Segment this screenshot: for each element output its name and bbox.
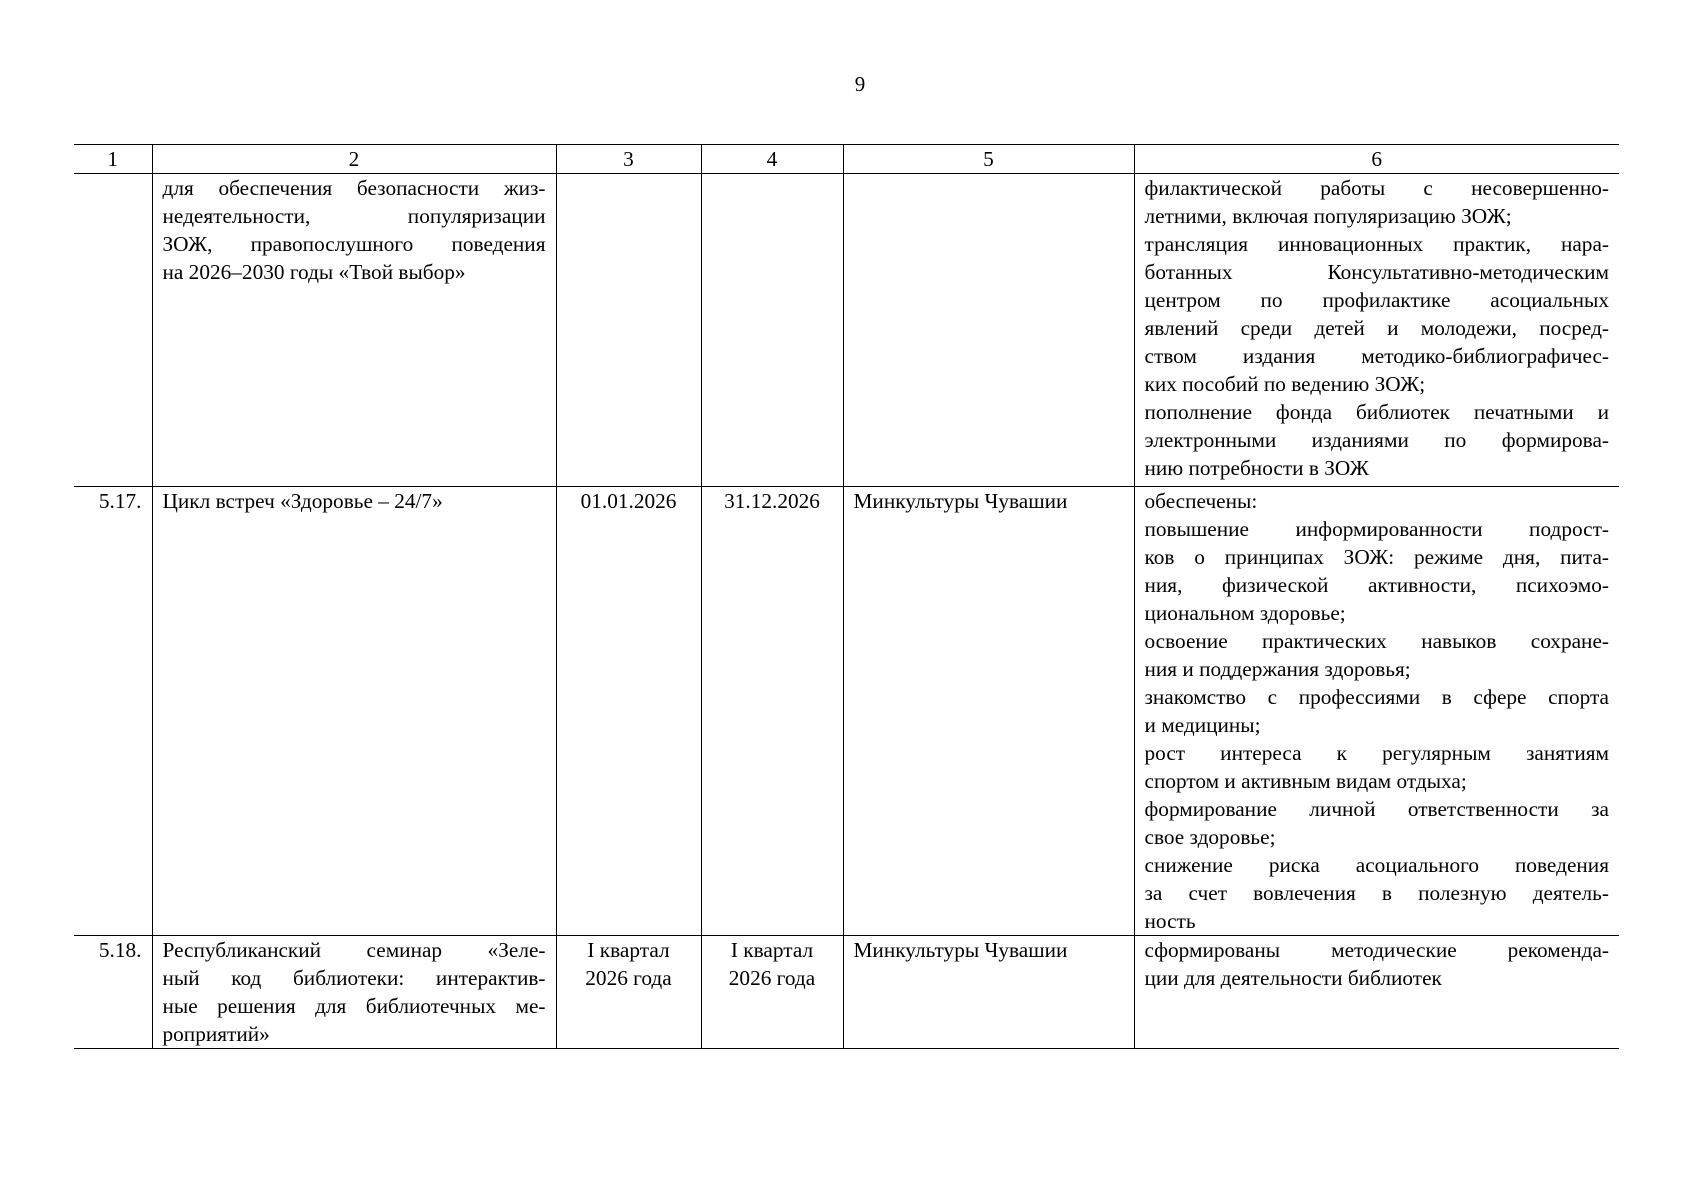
result-line: ством издания методико-библиографичес- <box>1144 344 1609 368</box>
result-line: циональном здоровье; <box>1144 601 1346 625</box>
result-line: ния, физической активности, психоэмо- <box>1144 573 1609 597</box>
result-line: формирование личной ответственности за <box>1144 797 1609 821</box>
result-line: ков о принципах ЗОЖ: режиме дня, пита- <box>1144 545 1609 569</box>
table-header-row <box>74 145 1619 174</box>
row-number: 5.17. <box>74 487 152 936</box>
result-line: пополнение фонда библиотек печатными и <box>1144 400 1609 424</box>
event-title-line: Республиканский семинар «Зеле- <box>162 938 546 962</box>
result-line: повышение информированности подрост- <box>1144 517 1609 541</box>
event-title <box>152 936 556 1049</box>
column-header-4: 4 <box>701 145 843 174</box>
result-line: освоение практических навыков сохране- <box>1144 629 1609 653</box>
start-date: 01.01.2026 <box>556 487 701 936</box>
result-line: летними, включая популяризацию ЗОЖ; <box>1144 204 1512 228</box>
result-line: электронными изданиями по формирова- <box>1144 428 1609 452</box>
column-header-1: 1 <box>74 145 152 174</box>
event-title <box>152 487 556 936</box>
end-date <box>701 936 843 1049</box>
result-line: нию потребности в ЗОЖ <box>1144 456 1369 480</box>
column-header-2: 2 <box>152 145 556 174</box>
start-date-line: I квартал <box>587 938 670 962</box>
start-date <box>556 936 701 1049</box>
result-line: ботанных Консультативно-методическим <box>1144 260 1609 284</box>
event-title-line: ЗОЖ, правопослушного поведения <box>162 232 546 256</box>
expected-result <box>1134 174 1619 487</box>
result-line: знакомство с профессиями в сфере спорта <box>1144 685 1609 709</box>
result-line: свое здоровье; <box>1144 825 1276 849</box>
event-title-line: на 2026–2030 годы «Твой выбор» <box>162 260 466 284</box>
end-date-line: 2026 года <box>728 966 816 990</box>
expected-result <box>1134 487 1619 936</box>
event-title <box>152 174 556 487</box>
column-header-3: 3 <box>556 145 701 174</box>
row-number <box>74 174 152 487</box>
end-date <box>701 174 843 487</box>
result-line: трансляция инновационных практик, нара- <box>1144 232 1609 256</box>
result-line: обеспечены: <box>1144 489 1258 513</box>
start-date <box>556 174 701 487</box>
expected-result <box>1134 936 1619 1049</box>
event-title-line: Цикл встреч «Здоровье – 24/7» <box>162 489 443 513</box>
result-line: снижение риска асоциального поведения <box>1144 853 1609 877</box>
result-line: филактической работы с несовершенно- <box>1144 176 1609 200</box>
table-row <box>74 174 1619 487</box>
executor: Минкультуры Чувашии <box>843 487 1134 936</box>
result-line: спортом и активным видам отдыха; <box>1144 769 1467 793</box>
result-line: и медицины; <box>1144 713 1261 737</box>
end-date: 31.12.2026 <box>701 487 843 936</box>
column-header-6: 6 <box>1134 145 1619 174</box>
result-line: сформированы методические рекоменда- <box>1144 938 1609 962</box>
result-line: за счет вовлечения в полезную деятель- <box>1144 881 1609 905</box>
table-row <box>74 487 1619 936</box>
event-title-line: для обеспечения безопасности жиз- <box>162 176 546 200</box>
event-title-line: ный код библиотеки: интерактив- <box>162 966 546 990</box>
end-date-line: I квартал <box>730 938 814 962</box>
result-line: ность <box>1144 909 1196 933</box>
result-line: ции для деятельности библиотек <box>1144 966 1442 990</box>
row-number: 5.18. <box>74 936 152 1049</box>
result-line: центром по профилактике асоциальных <box>1144 288 1609 312</box>
plan-table <box>74 144 1619 1049</box>
column-header-5: 5 <box>843 145 1134 174</box>
table-row <box>74 936 1619 1049</box>
result-line: ния и поддержания здоровья; <box>1144 657 1411 681</box>
executor <box>843 174 1134 487</box>
start-date-line: 2026 года <box>585 966 672 990</box>
page-number: 9 <box>854 72 866 96</box>
result-line: ких пособий по ведению ЗОЖ; <box>1144 372 1426 396</box>
event-title-line: ные решения для библиотечных ме- <box>162 994 546 1018</box>
event-title-line: недеятельности, популяризации <box>162 204 546 228</box>
executor: Минкультуры Чувашии <box>843 936 1134 1049</box>
result-line: явлений среди детей и молодежи, посред- <box>1144 316 1609 340</box>
result-line: рост интереса к регулярным занятиям <box>1144 741 1609 765</box>
event-title-line: роприятий» <box>162 1022 270 1046</box>
